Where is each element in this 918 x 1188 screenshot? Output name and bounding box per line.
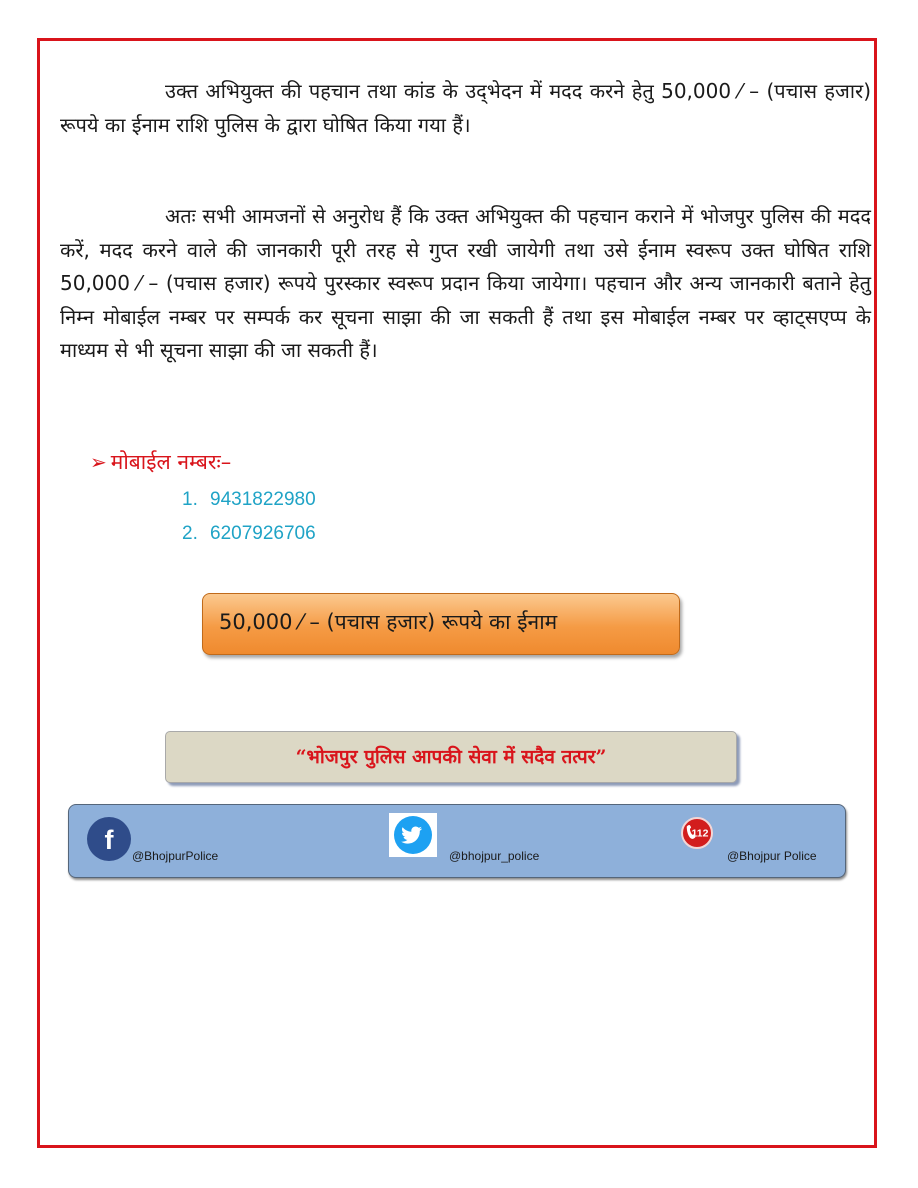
paragraph-2-text: अतः सभी आमजनों से अनुरोध हैं कि उक्त अभियुक्त की पहचान कराने में भोजपुर पुलिस की मदद करें, मदद करने वाले की जानकारी पूरी तरह से गुप्त रखी जायेगी तथा उसे ईनाम स्वरूप उक्त घोषित राशि 50,000 ⁄ – (पचास हजार) रूपये पुरस्कार स्वरूप प्रदान किया जायेगा। पहचान और अन्य जानकारी बताने हेतु निम्न मोबाईल नम्बर पर सम्पर्क कर सूचना साझा की जा सकती हैं तथा इस मोबाईल नम्बर पर व्हाट्सएप्प के माध्यम से भी सूचना साझा की जा सकती हैं। [60,204,871,362]
appeal-paragraph [60,200,871,368]
mobile-number-item[interactable]: 2. 6207926706 [182,523,316,544]
twitter-icon[interactable] [389,813,437,857]
emergency-number: 112 [691,827,709,840]
social-media-bar [68,804,846,878]
paragraph-1-text: उक्त अभियुक्त की पहचान तथा कांड के उद्‌भेदन में मदद करने हेतु 50,000 ⁄ – (पचास हजार) रूपये का ईनाम राशि पुलिस के द्वारा घोषित किया गया हैं। [60,79,871,137]
twitter-handle[interactable]: @bhojpur_police [449,849,540,863]
slogan-text: “भोजपुर पुलिस आपकी सेवा में सदैव तत्पर” [295,746,607,768]
mobile-heading [90,448,231,476]
reward-text: 50,000 ⁄ – (पचास हजार) रूपये का ईनाम [219,610,558,634]
emergency-handle[interactable]: @Bhojpur Police [727,849,817,863]
mobile-number-item[interactable]: 1. 9431822980 [182,489,316,510]
mobile-number[interactable]: 9431822980 [210,489,316,510]
reward-announcement-paragraph [60,75,871,142]
mobile-heading-text: मोबाईल नम्बरः– [110,450,232,474]
mobile-number[interactable]: 6207926706 [210,523,316,544]
mobile-number-list [182,483,316,551]
slogan-banner [165,731,737,783]
facebook-icon[interactable]: f [87,817,131,861]
facebook-handle[interactable]: @BhojpurPolice [132,849,219,863]
arrow-bullet-icon: ➢ [90,450,107,474]
emergency-112-icon[interactable] [681,817,713,849]
reward-banner [202,593,680,655]
